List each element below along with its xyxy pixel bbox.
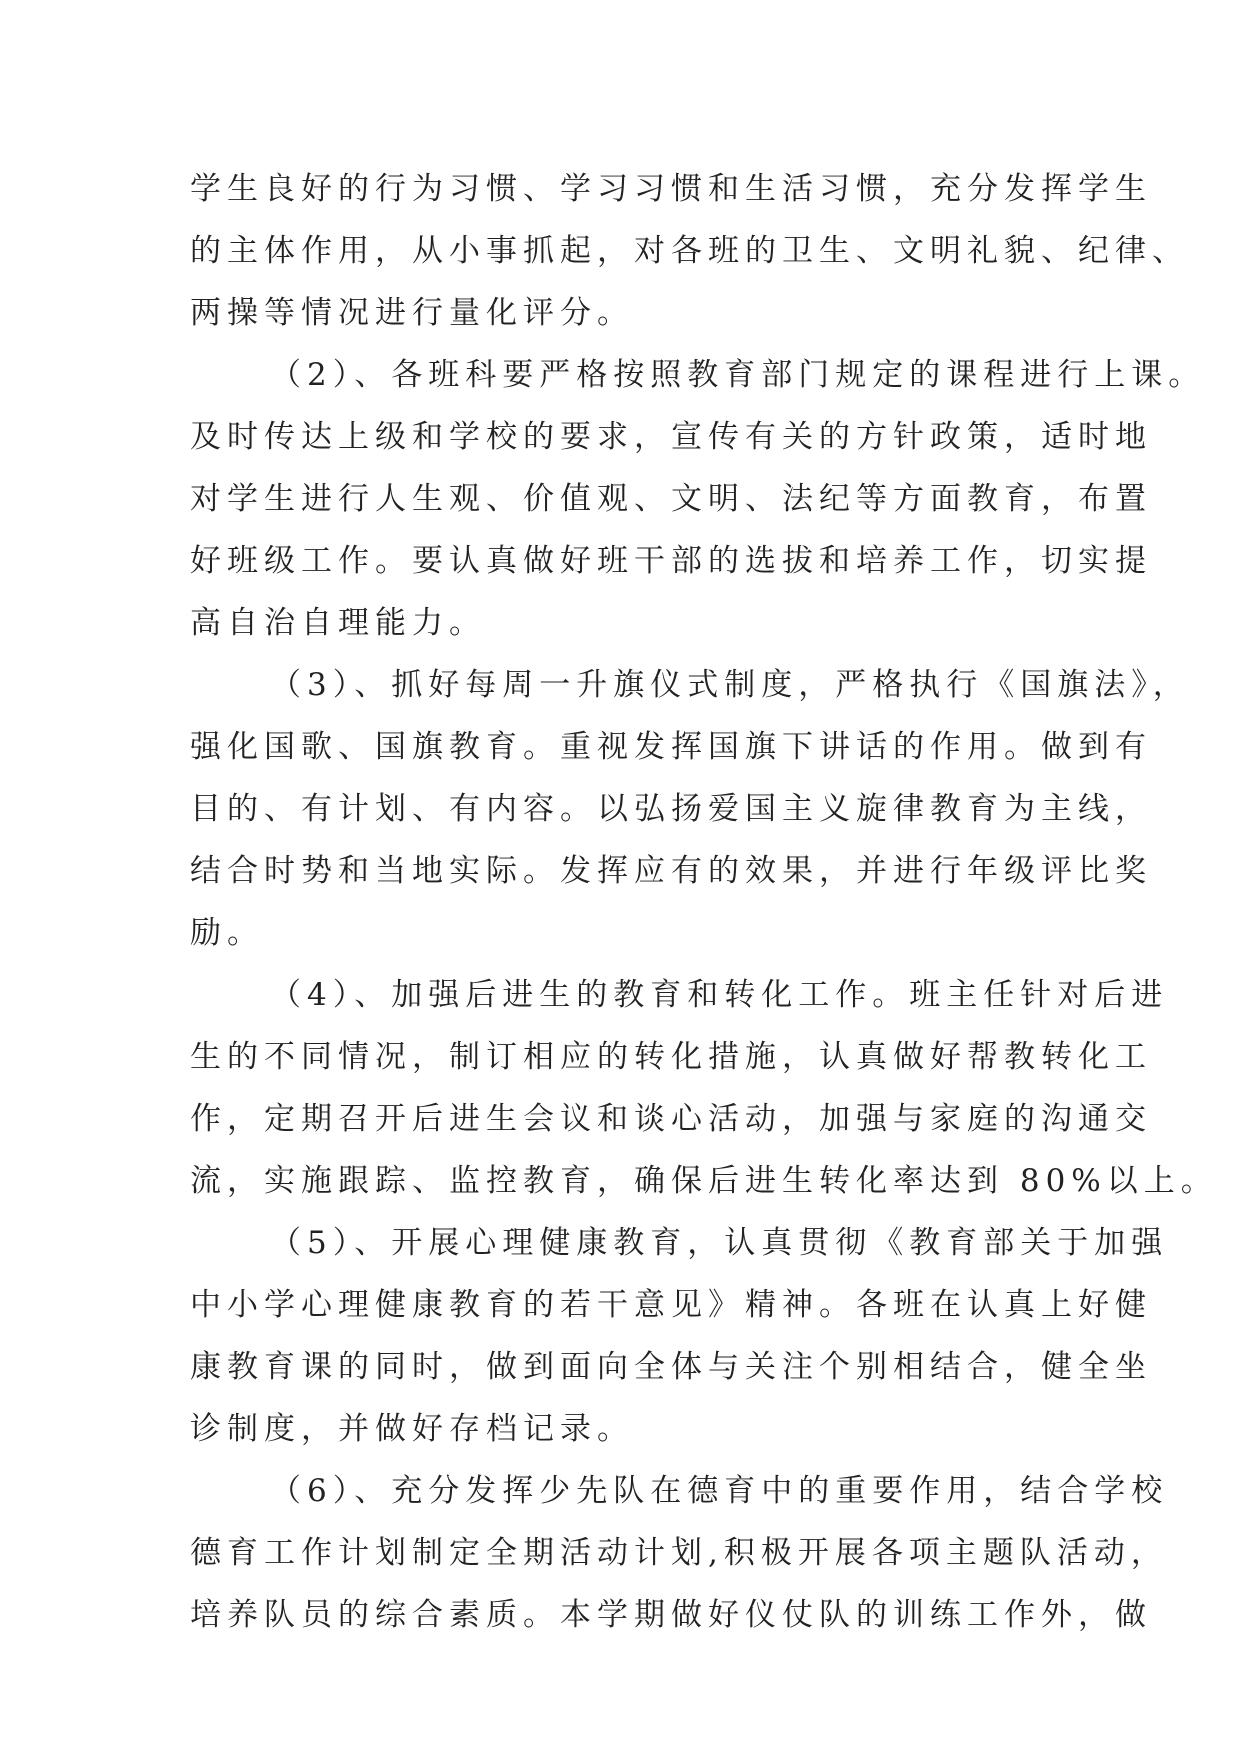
text-line: 两操等情况进行量化评分。 bbox=[190, 295, 634, 331]
text-line: 及时传达上级和学校的要求，宣传有关的方针政策，适时地 bbox=[190, 419, 1152, 455]
paragraph-continued bbox=[190, 158, 1189, 344]
text-line: （6）、充分发挥少先队在德育中的重要作用，结合学校 bbox=[270, 1473, 1169, 1509]
text-line: 强化国歌、国旗教育。重视发挥国旗下讲话的作用。做到有 bbox=[190, 729, 1152, 765]
text-line: 结合时势和当地实际。发挥应有的效果，并进行年级评比奖 bbox=[190, 853, 1152, 889]
paragraph-6 bbox=[190, 1460, 1169, 1646]
text-line: 德育工作计划制定全期活动计划,积极开展各项主题队活动， bbox=[190, 1535, 1168, 1571]
text-line: 康教育课的同时，做到面向全体与关注个别相结合，健全坐 bbox=[190, 1349, 1152, 1385]
text-line: 目的、有计划、有内容。以弘扬爱国主义旋律教育为主线， bbox=[190, 791, 1152, 827]
text-line: 培养队员的综合素质。本学期做好仪仗队的训练工作外，做 bbox=[190, 1597, 1152, 1633]
text-line: 对学生进行人生观、价值观、文明、法纪等方面教育，布置 bbox=[190, 481, 1152, 517]
text-line: 的主体作用，从小事抓起，对各班的卫生、文明礼貌、纪律、 bbox=[190, 233, 1189, 269]
text-line: 高自治自理能力。 bbox=[190, 605, 486, 641]
text-line: （4）、加强后进生的教育和转化工作。班主任针对后进 bbox=[270, 977, 1169, 1013]
text-line: 作，定期召开后进生会议和谈心活动，加强与家庭的沟通交 bbox=[190, 1101, 1152, 1137]
paragraph-4 bbox=[190, 964, 1218, 1212]
paragraph-3 bbox=[190, 654, 1190, 964]
text-line: （3）、抓好每周一升旗仪式制度，严格执行《国旗法》， bbox=[270, 667, 1190, 703]
text-line: 励。 bbox=[190, 915, 264, 951]
text-line: 生的不同情况，制订相应的转化措施，认真做好帮教转化工 bbox=[190, 1039, 1152, 1075]
paragraph-2 bbox=[190, 344, 1206, 654]
text-line: 流，实施跟踪、监控教育，确保后进生转化率达到 80%以上。 bbox=[190, 1163, 1218, 1199]
text-line: 中小学心理健康教育的若干意见》精神。各班在认真上好健 bbox=[190, 1287, 1152, 1323]
body-text bbox=[190, 158, 1218, 1646]
text-line: （2）、各班科要严格按照教育部门规定的课程进行上课。 bbox=[270, 357, 1206, 393]
text-line: 好班级工作。要认真做好班干部的选拔和培养工作，切实提 bbox=[190, 543, 1152, 579]
text-line: 学生良好的行为习惯、学习习惯和生活习惯，充分发挥学生 bbox=[190, 171, 1152, 207]
text-line: 诊制度，并做好存档记录。 bbox=[190, 1411, 634, 1447]
paragraph-5 bbox=[190, 1212, 1169, 1460]
text-line: （5）、开展心理健康教育，认真贯彻《教育部关于加强 bbox=[270, 1225, 1169, 1261]
